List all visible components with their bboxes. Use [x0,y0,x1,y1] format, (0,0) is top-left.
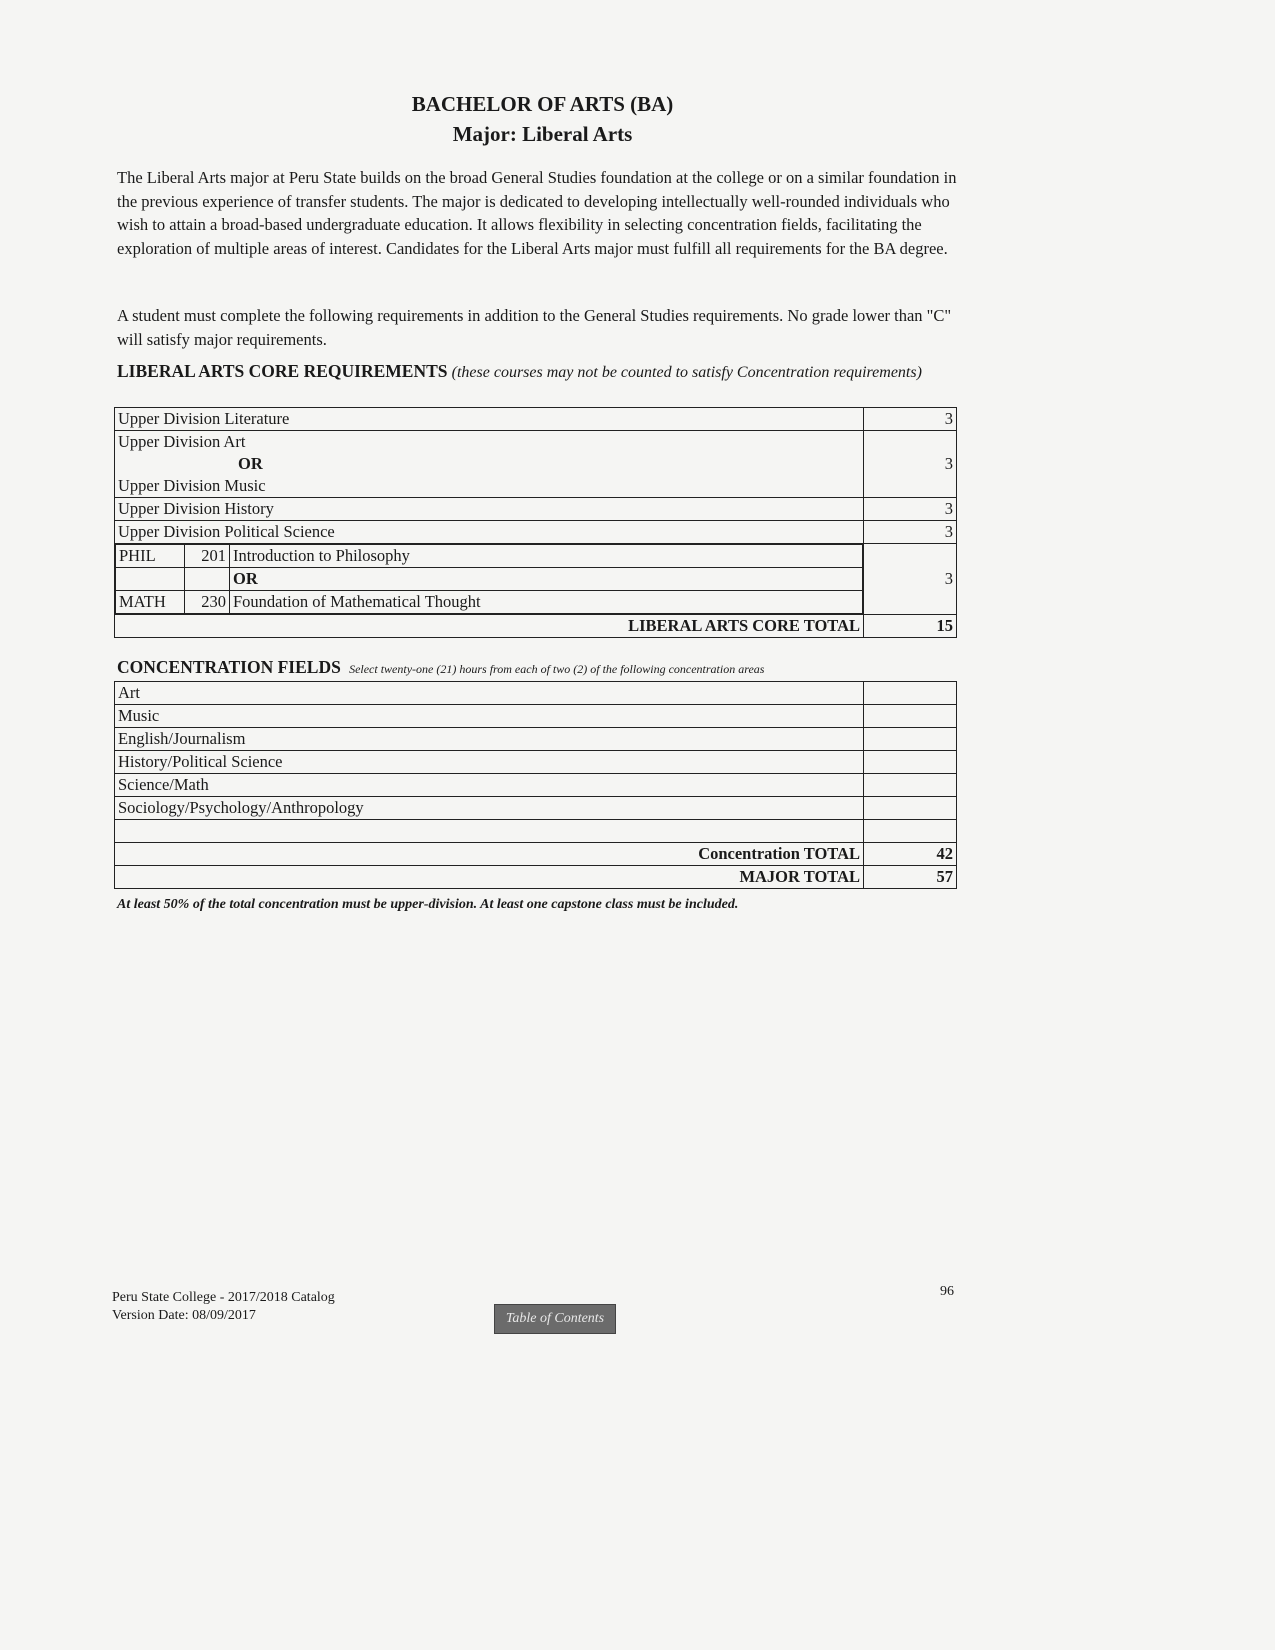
table-row [115,728,957,751]
dept-code: MATH [116,591,185,614]
intro-paragraph: The Liberal Arts major at Peru State builds on the broad General Studies foundation at the college or on a similar foundation in the previous experience of transfer students. The major is dedicated to developing intellectually well-rounded individuals who wish to attain a broad-based undergraduate education. It allows flexibility in selecting concentration fields, facilitating the exploration of multiple areas of interest. Candidates for the Liberal Arts major must fulfill all requirements for the BA degree. [117,168,957,258]
requirements-paragraph: A student must complete the following requirements in addition to the General Studies requirements. No grade lower than "C" will satisfy major requirements. [117,306,952,349]
concentration-table [114,681,957,889]
page-number: 96 [940,1284,954,1299]
page-subtitle: Major: Liberal Arts [452,122,633,146]
total-row [115,866,957,889]
concentration-field: Science/Math [115,774,864,797]
course-number: 230 [185,591,230,614]
course-label: Upper Division History [115,498,864,521]
dept-code: PHIL [116,545,185,568]
core-heading-note: (these courses may not be counted to satisfy Concentration requirements) [451,364,922,381]
course-label: Upper Division Art [118,432,246,451]
table-row [115,431,957,498]
total-row [115,615,957,638]
course-choice [115,544,864,615]
table-row [115,682,957,705]
core-total-label: LIBERAL ARTS CORE TOTAL [115,615,864,638]
course-choice [115,431,864,498]
course-label: Upper Division Literature [115,408,864,431]
table-row [115,797,957,820]
or-label: OR [233,569,258,588]
concentration-field: Music [115,705,864,728]
table-row [115,544,957,615]
course-label: Upper Division Music [118,476,266,495]
table-row [115,521,957,544]
table-row [115,408,957,431]
concentration-note: At least 50% of the total concentration must be upper-division. At least one capstone class must be included. [117,897,739,912]
concentration-heading-note: Select twenty-one (21) hours from each of two (2) of the following concentration areas [349,662,765,676]
credit-hours: 3 [864,498,957,521]
credit-hours: 3 [864,431,957,498]
course-choice-table [115,544,863,614]
concentration-field: English/Journalism [115,728,864,751]
or-label: OR [238,454,263,473]
core-heading [117,360,957,384]
concentration-heading-title: CONCENTRATION FIELDS [117,657,341,677]
table-row [115,705,957,728]
course-number: 201 [185,545,230,568]
credit-hours: 3 [864,408,957,431]
major-total-value: 57 [864,866,957,889]
course-label: Upper Division Political Science [115,521,864,544]
course-title: Foundation of Mathematical Thought [230,591,863,614]
concentration-total-label: Concentration TOTAL [115,843,864,866]
table-row [115,751,957,774]
table-row [115,498,957,521]
major-total-label: MAJOR TOTAL [115,866,864,889]
footer [112,1289,335,1325]
table-row [115,774,957,797]
concentration-field: Sociology/Psychology/Anthropology [115,797,864,820]
core-total-value: 15 [864,615,957,638]
concentration-total-value: 42 [864,843,957,866]
page-title: BACHELOR OF ARTS (BA) [411,92,674,116]
course-title: Introduction to Philosophy [230,545,863,568]
catalog-name: Peru State College - 2017/2018 Catalog [112,1290,335,1305]
concentration-heading [117,656,957,681]
total-row [115,843,957,866]
credit-hours: 3 [864,521,957,544]
concentration-field: History/Political Science [115,751,864,774]
core-requirements-table [114,407,957,638]
table-row [115,820,957,843]
table-of-contents-button[interactable]: Table of Contents [494,1304,616,1334]
concentration-field: Art [115,682,864,705]
credit-hours: 3 [864,544,957,615]
version-date: Version Date: 08/09/2017 [112,1308,256,1323]
core-heading-title: LIBERAL ARTS CORE REQUIREMENTS [117,361,448,381]
